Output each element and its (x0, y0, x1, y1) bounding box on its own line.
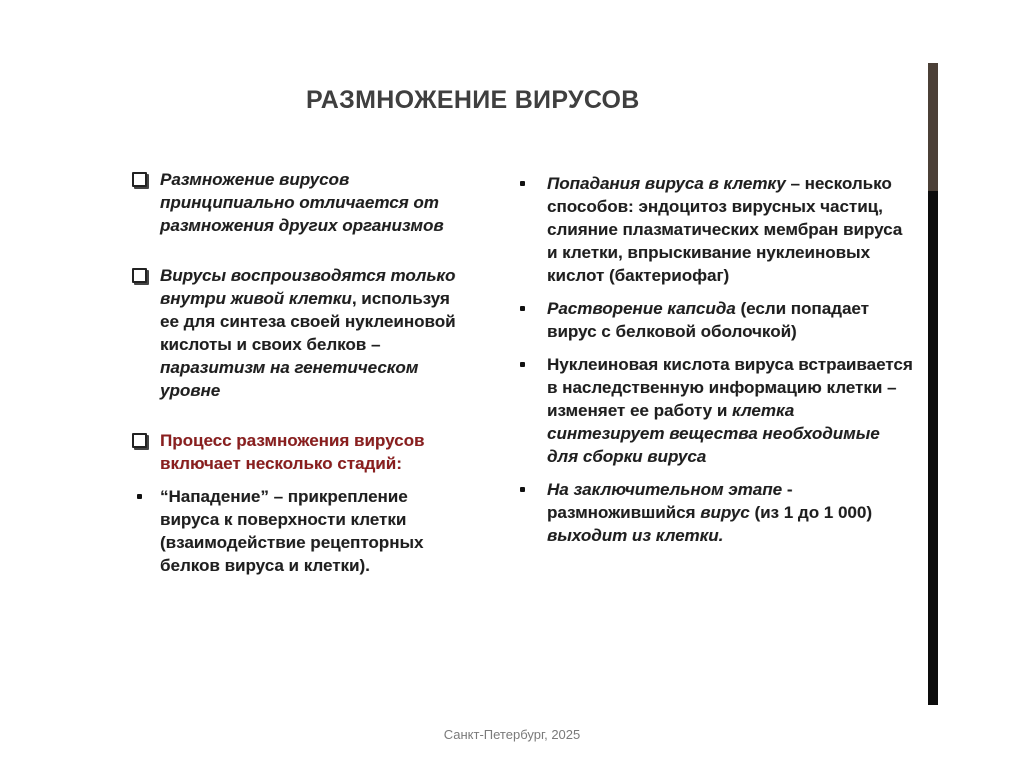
left-item-3 (132, 429, 462, 475)
right-item-1 (515, 172, 915, 287)
left-item-2-italic-b: паразитизм на генетическом уровне (160, 358, 419, 400)
right-item-4-italic-c: выходит из клетки. (547, 526, 724, 545)
right-item-4-italic-a: На заключительном этапе (547, 480, 783, 499)
right-item-3 (515, 353, 915, 468)
right-item-2-italic: Растворение капсида (547, 299, 736, 318)
right-item-4 (515, 478, 915, 547)
left-item-2-normal-a: , используя ее для синтеза своей нуклеиновой кислоты и своих белков – (160, 289, 456, 354)
left-item-2-italic-a: Вирусы воспроизводятся только внутри живой клетки (160, 266, 456, 308)
right-item-1-italic: Попадания вируса в клетку (547, 174, 786, 193)
bullet-icon (520, 362, 525, 367)
side-bar-accent (928, 63, 938, 191)
right-item-4-normal-b: (из 1 до 1 000) (749, 503, 873, 522)
bullet-icon (520, 487, 525, 492)
left-item-2 (132, 264, 462, 402)
slide-title: РАЗМНОЖЕНИЕ ВИРУСОВ (306, 86, 640, 114)
left-item-2-text (160, 264, 462, 402)
right-item-4-italic-b: вирус (700, 503, 750, 522)
right-item-2-normal: (если попадает вирус с белковой оболочкой) (547, 299, 869, 341)
right-item-2-text (547, 297, 915, 343)
left-item-3-text: Процесс размножения вирусов включает несколько стадий: (160, 431, 425, 473)
left-item-4 (132, 485, 462, 577)
right-item-2 (515, 297, 915, 343)
checkbox-bullet-icon (132, 172, 147, 187)
left-item-4-text: “Нападение” – прикрепление вируса к поверхности клетки (взаимодействие рецепторных белков вируса и клетки). (160, 487, 424, 575)
right-item-1-normal: – несколько способов: эндоцитоз вирусных частиц, слияние плазматических мембран вируса и клетки, впрыскивание нуклеиновых кислот (бактериофаг) (547, 174, 903, 285)
bullet-icon (520, 306, 525, 311)
right-item-4-text (547, 478, 915, 547)
right-item-3-italic: клетка синтезирует вещества необходимые для сборки вируса (547, 401, 880, 466)
left-item-1 (132, 168, 462, 237)
checkbox-bullet-icon (132, 268, 147, 283)
side-bar (928, 191, 938, 705)
left-item-1-text: Размножение вирусов принципиально отличается от размножения других организмов (160, 170, 444, 235)
bullet-icon (137, 494, 142, 499)
right-item-1-text (547, 172, 915, 287)
footer-text: Санкт-Петербург, 2025 (443, 727, 581, 742)
bullet-icon (520, 181, 525, 186)
right-item-4-normal-a: - размножившийся (547, 480, 793, 522)
right-item-3-text (547, 353, 915, 468)
right-column (515, 172, 915, 547)
checkbox-bullet-icon (132, 433, 147, 448)
left-column (132, 168, 462, 577)
right-item-3-normal: Нуклеиновая кислота вируса встраивается в наследственную информацию клетки – изменяет ее работу и (547, 355, 913, 420)
